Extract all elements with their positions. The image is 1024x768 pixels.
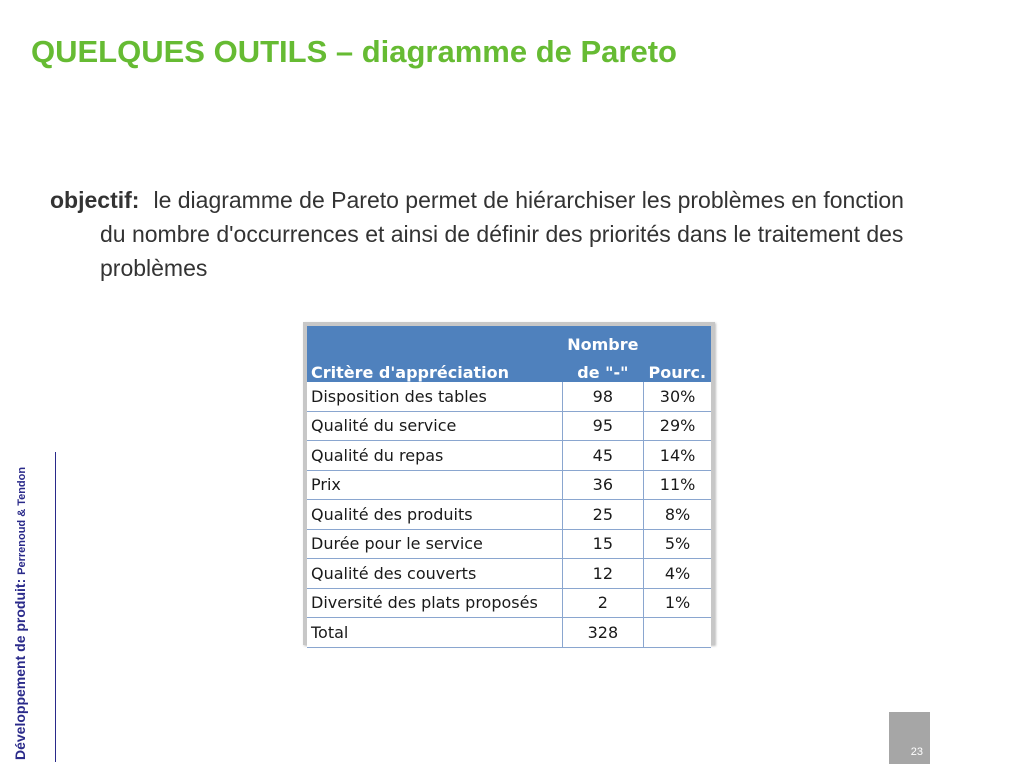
- side-footer: [12, 467, 31, 760]
- total-percent: [644, 618, 711, 648]
- row-percent: 4%: [644, 559, 711, 589]
- row-criteria: Qualité du repas: [307, 441, 562, 471]
- row-count: 98: [562, 382, 644, 411]
- total-count: 328: [562, 618, 644, 648]
- table-row: [307, 382, 711, 411]
- header-count-line2: de "-": [562, 354, 644, 382]
- row-count: 12: [562, 559, 644, 589]
- row-percent: 14%: [644, 441, 711, 471]
- row-percent: 1%: [644, 588, 711, 618]
- row-criteria: Durée pour le service: [307, 529, 562, 559]
- row-percent: 11%: [644, 470, 711, 500]
- row-criteria: Prix: [307, 470, 562, 500]
- row-criteria: Diversité des plats proposés: [307, 588, 562, 618]
- header-criteria: Critère d'appréciation: [307, 354, 562, 382]
- row-criteria: Qualité du service: [307, 411, 562, 441]
- header-count-line1: Nombre: [562, 326, 644, 354]
- header-blank: [307, 326, 562, 354]
- row-criteria: Qualité des couverts: [307, 559, 562, 589]
- row-criteria: Qualité des produits: [307, 500, 562, 530]
- objective-label: objectif:: [50, 187, 140, 213]
- objective-text: le diagramme de Pareto permet de hiérarchiser les problèmes en fonction du nombre d'occurrences et ainsi de définir des priorités dans le traitement des problèmes: [100, 187, 904, 281]
- pareto-table: [307, 326, 711, 648]
- row-count: 2: [562, 588, 644, 618]
- side-divider: [55, 452, 56, 762]
- header-percent: Pourc.: [644, 354, 711, 382]
- row-percent: 30%: [644, 382, 711, 411]
- row-percent: 8%: [644, 500, 711, 530]
- table-row: [307, 441, 711, 471]
- row-count: 36: [562, 470, 644, 500]
- table-row: [307, 500, 711, 530]
- row-percent: 5%: [644, 529, 711, 559]
- row-percent: 29%: [644, 411, 711, 441]
- row-count: 45: [562, 441, 644, 471]
- row-count: 15: [562, 529, 644, 559]
- table-row: [307, 588, 711, 618]
- table-row: [307, 529, 711, 559]
- objective-paragraph: [50, 183, 920, 285]
- row-criteria: Disposition des tables: [307, 382, 562, 411]
- page-number-box: [889, 712, 930, 764]
- row-count: 25: [562, 500, 644, 530]
- page-number: 23: [910, 746, 923, 758]
- pareto-table-image: [303, 322, 715, 645]
- table-total-row: [307, 618, 711, 648]
- row-count: 95: [562, 411, 644, 441]
- table-row: [307, 411, 711, 441]
- table-row: [307, 470, 711, 500]
- side-footer-main: Développement de produit:: [12, 578, 28, 760]
- table-body: [307, 382, 711, 647]
- side-footer-authors: Perrenoud & Tendon: [16, 466, 28, 575]
- header-blank-right: [644, 326, 711, 354]
- slide-title: QUELQUES OUTILS – diagramme de Pareto: [31, 34, 677, 69]
- total-label: Total: [307, 618, 562, 648]
- table-row: [307, 559, 711, 589]
